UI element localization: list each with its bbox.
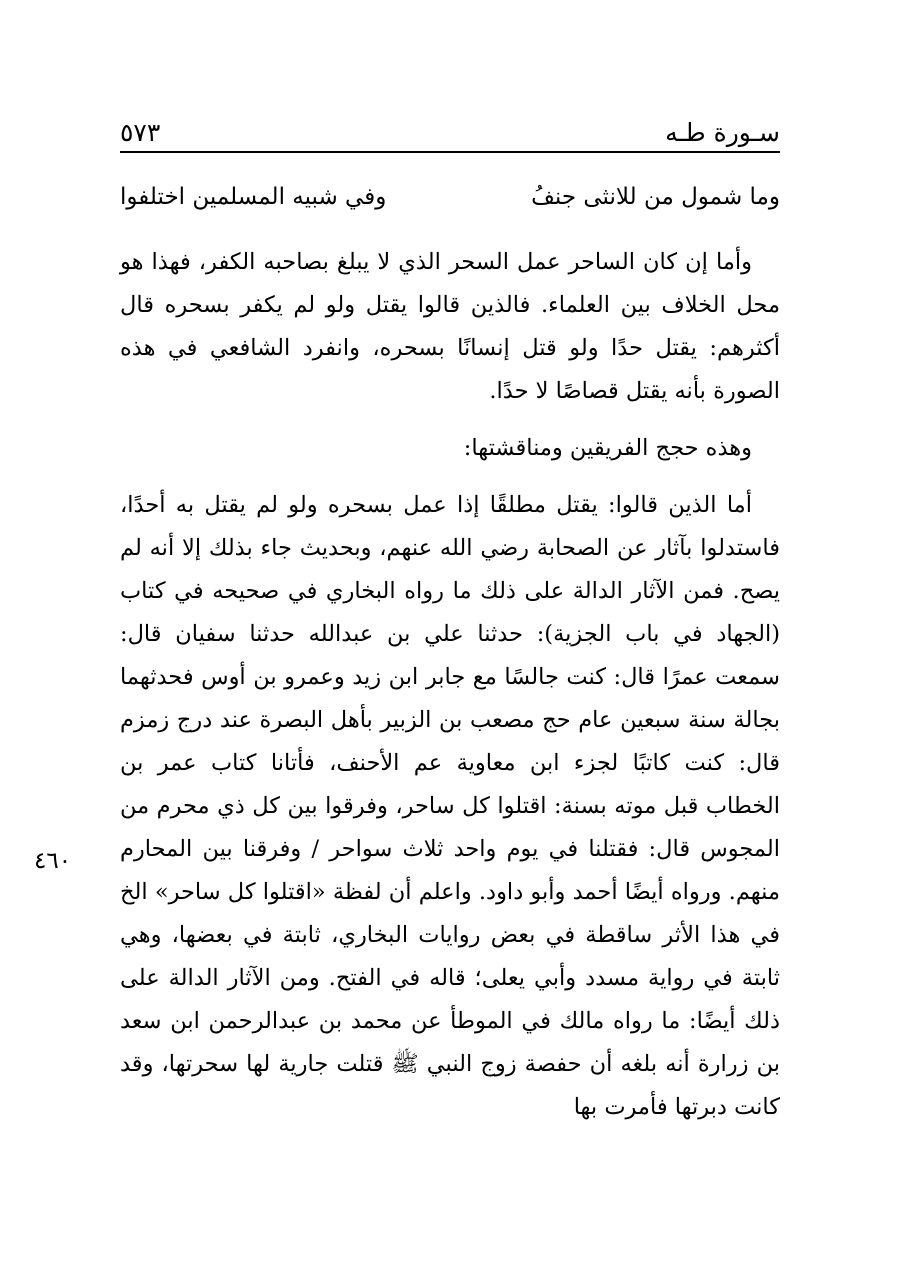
verse-second-hemistich: وفي شبيه المسلمين اختلفوا bbox=[120, 184, 387, 210]
header-divider bbox=[120, 151, 780, 153]
paragraph-sorcery-disagreement: وأما إن كان الساحر عمل السحر الذي لا يبلغ بصاحبه الكفر، فهذا هو محل الخلاف بين العلماء. فالذين قالوا يقتل ولو لم يكفر بسحره قال أكثرهم: يقتل حدًا ولو قتل إنسانًا بسحره، وانفرد الشافعي في هذه الصورة بأنه يقتل قصاصًا لا حدًا. bbox=[120, 249, 780, 404]
page-header bbox=[120, 112, 780, 152]
surah-title: سـورة طـه bbox=[665, 118, 780, 147]
verse-first-hemistich: وما شمول من للانثى جنفُ bbox=[531, 184, 780, 210]
paragraph-arguments-heading: وهذه حجج الفريقين ومناقشتها: bbox=[463, 435, 752, 461]
paragraph-evidence-narrations: أما الذين قالوا: يقتل مطلقًا إذا عمل بسحره ولو لم يقتل به أحدًا، فاستدلوا بآثار عن الصحابة رضي الله عنهم، وبحديث جاء بذلك إلا أنه لم يصح. فمن الآثار الدالة على ذلك ما رواه البخاري في صحيحه في كتاب (الجهاد في باب الجزية): حدثنا علي بن عبدالله حدثنا سفيان قال: سمعت عمرًا قال: كنت جالسًا مع جابر ابن زيد وعمرو بن أوس فحدثهما بجالة سنة سبعين عام حج مصعب بن الزبير بأهل البصرة عند درج زمزم قال: كنت كاتبًا لجزء ابن معاوية عم الأحنف، فأتانا كتاب عمر بن الخطاب قبل موته بسنة: اقتلوا كل ساحر، وفرقوا بين كل ذي محرم من المجوس قال: فقتلنا في يوم واحد ثلاث سواحر / وفرقنا بين المحارم منهم. ورواه أيضًا أحمد وأبو داود. واعلم أن لفظة «اقتلوا كل ساحر» الخ في هذا الأثر ساقطة في بعض روايات البخاري، ثابتة في بعضها، وهي ثابتة في رواية مسدد وأبي يعلى؛ قاله في الفتح. ومن الآثار الدالة على ذلك أيضًا: ما رواه مالك في الموطأ عن محمد بن عبدالرحمن ابن سعد بن زرارة أنه بلغه أن حفصة زوج النبي ﷺ قتلت جارية لها سحرتها، وقد كانت دبرتها فأمرت بها bbox=[120, 492, 780, 1120]
page-body bbox=[120, 175, 780, 1129]
page-number: ٥٧٣ bbox=[120, 118, 161, 147]
margin-page-reference: ٤٦٠ bbox=[34, 848, 72, 874]
poetry-verse bbox=[120, 175, 780, 219]
